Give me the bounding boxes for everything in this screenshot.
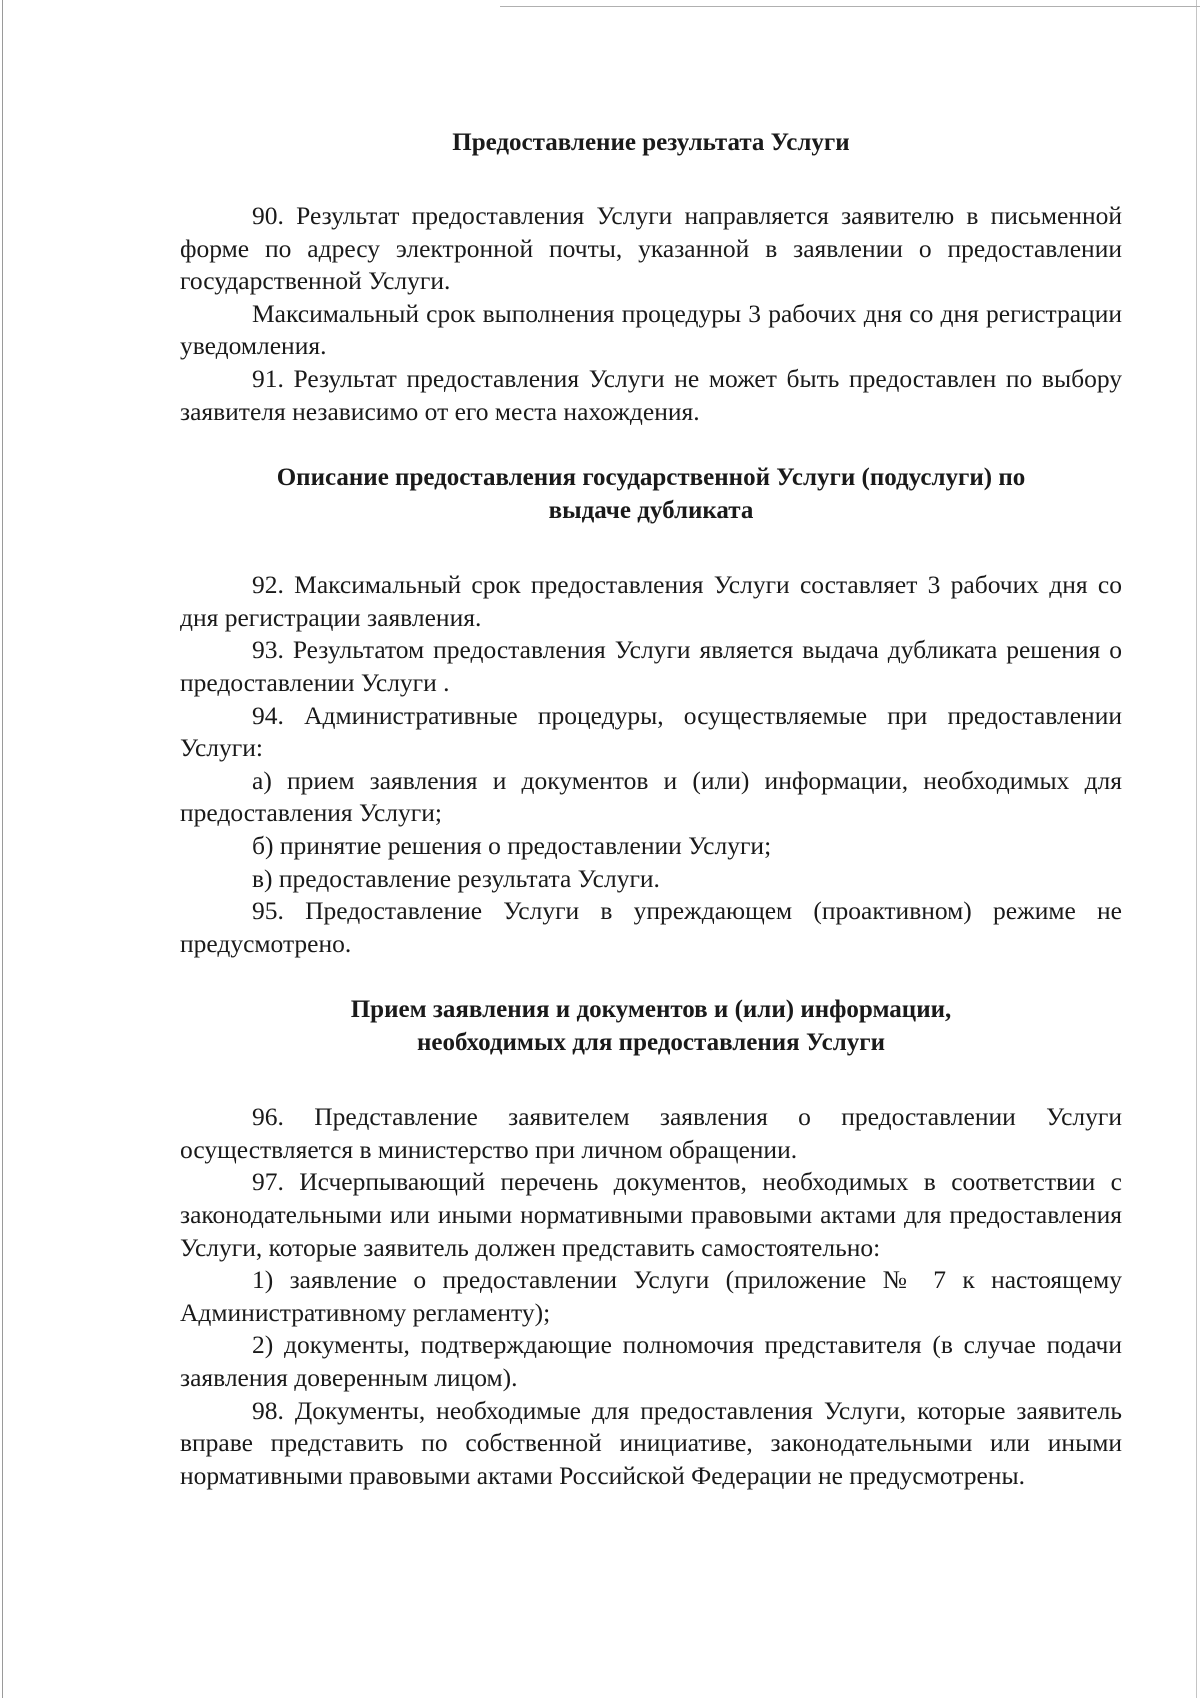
section-heading-result: Предоставление результата Услуги	[452, 129, 850, 156]
paragraph-91: 91. Результат предоставления Услуги не может быть предоставлен по выбору заявителя независимо от его места нахождения.	[180, 363, 1122, 426]
section-heading-application-line-2: необходимых для предоставления Услуги	[417, 1029, 885, 1057]
list-item-a: а) прием заявления и документов и (или) информации, необходимых для предоставления Услуги;	[180, 765, 1122, 828]
paragraph-max-term: Максимальный срок выполнения процедуры 3 рабочих дня со дня регистрации уведомления.	[180, 298, 1122, 361]
scan-right-edge	[1196, 0, 1197, 1698]
paragraph-98: 98. Документы, необходимые для предоставления Услуги, которые заявитель вправе представить по собственной инициативе, законодательными или иными нормативными правовыми актами Российской Федерации не предусмотрены.	[180, 1395, 1122, 1490]
list-item-1: 1) заявление о предоставлении Услуги (приложение № 7 к настоящему Административному регламенту);	[180, 1265, 1122, 1327]
scan-top-line	[500, 6, 1200, 7]
list-item-v: в) предоставление результата Услуги.	[252, 863, 660, 893]
scan-left-edge	[2, 0, 3, 1698]
document-page	[180, 126, 1122, 1492]
paragraph-90: 90. Результат предоставления Услуги направляется заявителю в письменной форме по адресу электронной почты, указанной в заявлении о предоставлении государственной Услуги.	[180, 201, 1122, 296]
paragraph-93: 93. Результатом предоставления Услуги является выдача дубликата решения о предоставлении Услуги .	[180, 635, 1122, 697]
paragraph-96: 96. Представление заявителем заявления о предоставлении Услуги осуществляется в министерство при личном обращении.	[180, 1102, 1122, 1164]
paragraph-97: 97. Исчерпывающий перечень документов, необходимых в соответствии с законодательными или иными нормативными правовыми актами для предоставления Услуги, которые заявитель должен представить самостоятельно:	[180, 1167, 1122, 1262]
paragraph-92: 92. Максимальный срок предоставления Услуги составляет 3 рабочих дня со дня регистрации заявления.	[180, 570, 1122, 632]
paragraph-95: 95. Предоставление Услуги в упреждающем (проактивном) режиме не предусмотрено.	[180, 896, 1122, 958]
section-heading-duplicate-line-1: Описание предоставления государственной Услуги (подуслуги) по	[276, 464, 1026, 492]
section-heading-application	[180, 993, 1122, 1059]
section-heading-duplicate	[180, 461, 1122, 527]
list-item-b: б) принятие решения о предоставлении Услуги;	[252, 830, 772, 860]
section-heading-duplicate-line-2: выдаче дубликата	[548, 497, 754, 525]
paragraph-94: 94. Административные процедуры, осуществляемые при предоставлении Услуги:	[180, 700, 1122, 763]
list-item-2: 2) документы, подтверждающие полномочия представителя (в случае подачи заявления доверенным лицом).	[180, 1330, 1122, 1393]
section-heading-application-line-1: Прием заявления и документов и (или) информации,	[350, 996, 952, 1024]
